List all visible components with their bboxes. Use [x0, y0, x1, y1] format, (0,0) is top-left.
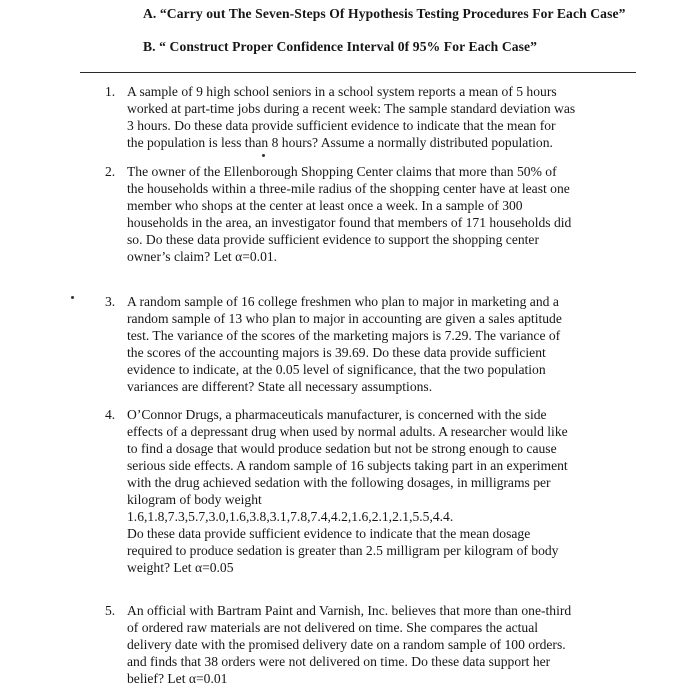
question-number: 5. — [105, 603, 116, 618]
instruction-a: A. “Carry out The Seven-Steps Of Hypothesis Testing Procedures For Each Case” — [143, 6, 626, 21]
text-line: belief? Let α=0.01 — [127, 671, 228, 686]
text-line: An official with Bartram Paint and Varnish, Inc. believes that more than one-third — [127, 603, 572, 618]
question-number: 2. — [105, 164, 116, 179]
question-text — [127, 602, 637, 687]
text-line: evidence to indicate, at the 0.05 level of significance, that the two population — [127, 362, 546, 377]
text-line: 1.6,1.8,7.3,5.7,3.0,1.6,3.8,3.1,7.8,7.4,4.2,1.6,2.1,2.1,5.5,4.4. — [127, 509, 454, 524]
text-line: to find a dosage that would produce sedation but not be strong enough to cause — [127, 441, 557, 456]
question-text — [127, 163, 637, 265]
text-line: 3 hours. Do these data provide sufficient evidence to indicate that the mean for — [127, 118, 556, 133]
text-line: serious side effects. A random sample of 16 subjects taking part in an experiment — [127, 458, 568, 473]
text-line: the households within a three-mile radius of the shopping center have at least one — [127, 181, 570, 196]
text-line: member who shops at the center at least once a week. In a sample of 300 — [127, 198, 523, 213]
text-line: The owner of the Ellenborough Shopping Center claims that more than 50% of — [127, 164, 557, 179]
text-line: variances are different? State all necessary assumptions. — [127, 379, 433, 394]
text-line: test. The variance of the scores of the marketing majors is 7.29. The variance of — [127, 328, 561, 343]
text-line: weight? Let α=0.05 — [127, 560, 234, 575]
text-line: Do these data provide sufficient evidence to indicate that the mean dosage — [127, 526, 531, 541]
question-text — [127, 406, 637, 576]
text-line: the population is less than 8 hours? Assume a normally distributed population. — [127, 135, 553, 150]
question-number: 1. — [105, 84, 116, 99]
text-line: worked at part-time jobs during a recent week: The sample standard deviation was — [127, 101, 576, 116]
text-line: A random sample of 16 college freshmen who plan to major in marketing and a — [127, 294, 559, 309]
question-number: 4. — [105, 407, 116, 422]
scan-dot — [262, 154, 265, 157]
question-number: 3. — [105, 294, 116, 309]
text-line: and finds that 38 orders were not delivered on time. Do these data support her — [127, 654, 551, 669]
question-text — [127, 83, 637, 151]
text-line: so. Do these data provide sufficient evidence to support the shopping center — [127, 232, 539, 247]
text-line: required to produce sedation is greater than 2.5 milligram per kilogram of body — [127, 543, 559, 558]
text-line: households in the area, an investigator found that members of 171 households did — [127, 215, 572, 230]
text-line: owner’s claim? Let α=0.01. — [127, 249, 278, 264]
text-line: of ordered raw materials are not delivered on time. She compares the actual — [127, 620, 539, 635]
question-text — [127, 293, 637, 395]
text-line: effects of a depressant drug when used by normal adults. A researcher would like — [127, 424, 568, 439]
text-line: with the drug achieved sedation with the following dosages, in milligrams per — [127, 475, 551, 490]
text-line: the scores of the accounting majors is 39.69. Do these data provide sufficient — [127, 345, 546, 360]
text-line: O’Connor Drugs, a pharmaceuticals manufacturer, is concerned with the side — [127, 407, 547, 422]
scan-dot — [71, 296, 74, 299]
instruction-b: B. “ Construct Proper Confidence Interval 0f 95% For Each Case” — [143, 39, 538, 54]
text-line: delivery date with the promised delivery date on a random sample of 100 orders. — [127, 637, 566, 652]
text-line: random sample of 13 who plan to major in accounting are given a sales aptitude — [127, 311, 562, 326]
text-line: A sample of 9 high school seniors in a school system reports a mean of 5 hours — [127, 84, 557, 99]
divider-rule — [80, 72, 636, 73]
text-line: kilogram of body weight — [127, 492, 262, 507]
